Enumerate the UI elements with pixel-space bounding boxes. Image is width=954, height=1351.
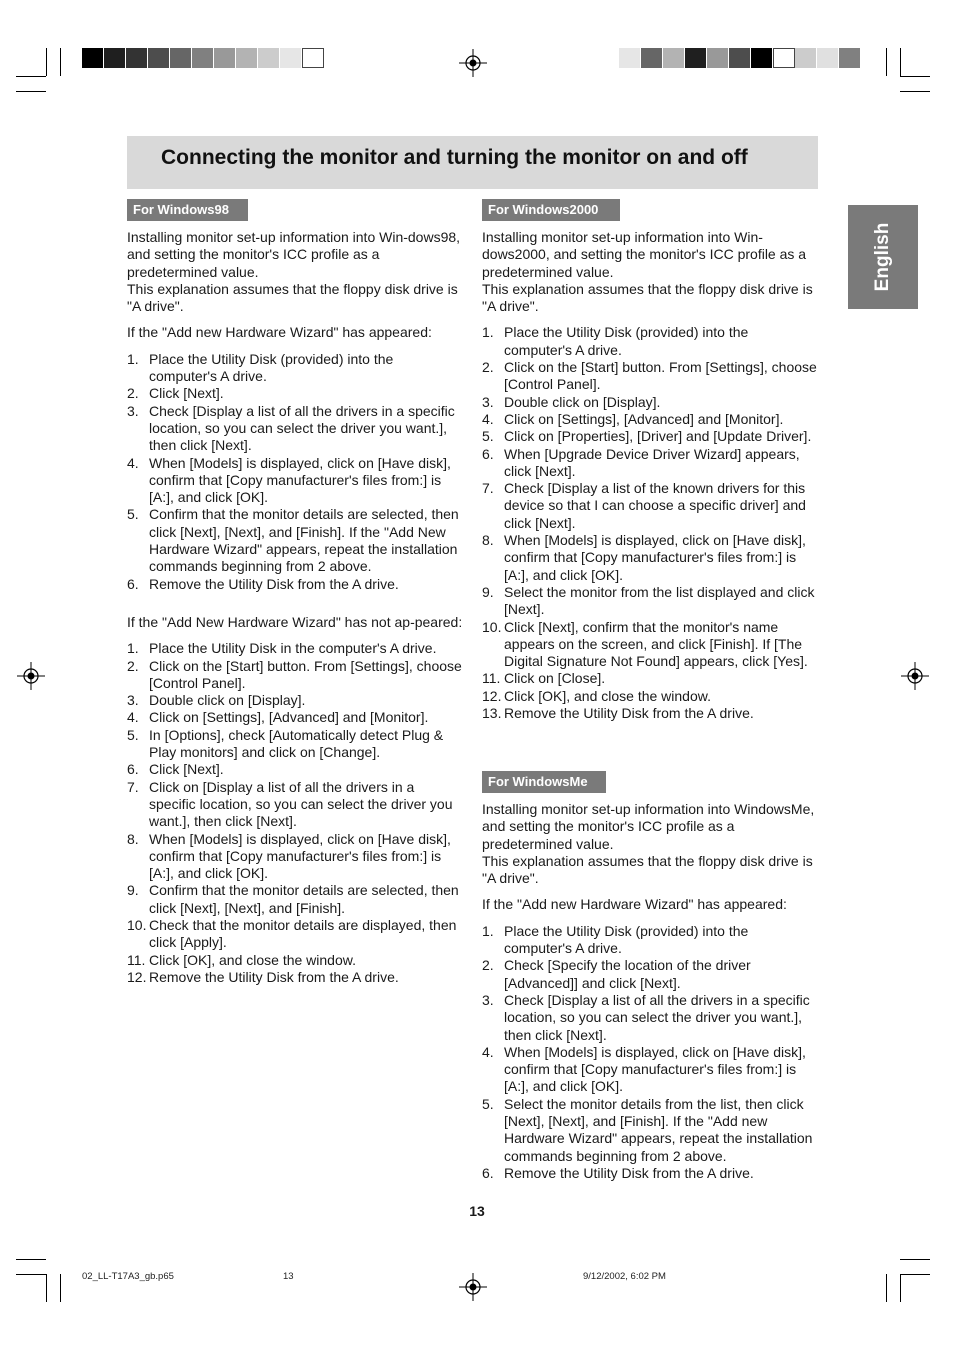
list-item: [127, 709, 463, 726]
list-item: [127, 882, 463, 917]
registration-mark-icon: [459, 1273, 487, 1301]
step-number: 13.: [482, 705, 502, 722]
footer-date: 9/12/2002, 6:02 PM: [583, 1271, 666, 1282]
crop-mark: [900, 1274, 930, 1275]
step-text: Check that the monitor details are displayed, then click [Apply].: [149, 916, 457, 951]
windows98-case1-heading: If the "Add new Hardware Wizard" has appeared:: [127, 324, 432, 341]
step-number: 1.: [482, 922, 494, 939]
color-swatch: [192, 48, 214, 68]
windowsme-case1-heading: If the "Add new Hardware Wizard" has appeared:: [482, 896, 787, 913]
windows98-steps-wizard-not-appeared: [127, 640, 463, 986]
crop-mark: [900, 48, 901, 76]
list-item: [482, 532, 818, 584]
list-item: [127, 969, 463, 986]
list-item: [482, 1044, 818, 1096]
step-number: 3.: [482, 393, 494, 410]
step-text: When [Models] is displayed, click on [Have disk], confirm that [Copy manufacturer's files from:] is [A:], and click [OK].: [149, 830, 451, 882]
color-swatch: [148, 48, 170, 68]
step-number: 6.: [482, 445, 494, 462]
step-number: 9.: [482, 583, 494, 600]
registration-mark-icon: [901, 662, 929, 690]
list-item: [127, 351, 463, 386]
step-text: Click [Next], confirm that the monitor's name appears on the screen, and click [Finish]. If [The Digital Signature Not Found] appears, click [Yes].: [504, 618, 808, 670]
step-number: 2.: [127, 657, 139, 674]
step-number: 5.: [482, 428, 494, 445]
step-text: Remove the Utility Disk from the A drive.: [504, 1164, 754, 1181]
step-text: Check [Specify the location of the driver [Advanced]] and click [Next].: [504, 957, 751, 991]
step-text: Click on [Settings], [Advanced] and [Monitor].: [149, 709, 429, 726]
step-text: Click [OK], and close the window.: [504, 687, 711, 704]
step-number: 12.: [127, 968, 147, 985]
page-number: 13: [469, 1203, 485, 1219]
list-item: [482, 428, 818, 445]
registration-mark-icon: [459, 49, 487, 77]
step-text: Click on the [Start] button. From [Settings], choose [Control Panel].: [504, 359, 817, 393]
step-text: Click [OK], and close the window.: [149, 951, 356, 968]
step-number: 10.: [127, 916, 147, 933]
list-item: [482, 670, 818, 687]
step-text: Click [Next].: [149, 385, 224, 402]
step-number: 2.: [482, 359, 494, 376]
step-text: Select the monitor from the list displayed and click [Next].: [504, 583, 815, 618]
step-number: 3.: [127, 692, 139, 709]
step-number: 4.: [127, 709, 139, 726]
color-swatch: [236, 48, 258, 68]
step-text: Double click on [Display].: [504, 393, 661, 410]
color-swatch: [773, 48, 795, 68]
list-item: [127, 455, 463, 507]
language-tab-label: English: [872, 222, 893, 292]
step-text: Place the Utility Disk in the computer's A drive.: [149, 640, 437, 657]
step-number: 5.: [127, 506, 139, 523]
step-number: 4.: [482, 1043, 494, 1060]
crop-mark: [16, 1274, 46, 1275]
crop-mark: [900, 1274, 901, 1302]
windows98-intro: Installing monitor set-up information into Win-dows98, and setting the monitor's ICC profile as a predetermined value.: [127, 229, 461, 280]
crop-mark: [60, 1274, 61, 1302]
crop-mark: [900, 1259, 930, 1260]
crop-mark: [900, 91, 930, 92]
step-text: Confirm that the monitor details are selected, then click [Next], [Next], and [Finish].: [149, 882, 459, 916]
color-swatch: [751, 48, 773, 68]
crop-mark: [46, 48, 47, 76]
color-swatch: [170, 48, 192, 68]
list-item: [482, 446, 818, 481]
step-number: 4.: [482, 410, 494, 427]
color-swatch: [104, 48, 126, 68]
crop-mark: [16, 1259, 46, 1260]
footer-filename: 02_LL-T17A3_gb.p65: [82, 1271, 174, 1282]
color-calibration-strip-left: [82, 48, 324, 68]
step-number: 1.: [127, 350, 139, 367]
list-item: [127, 727, 463, 762]
list-item: [482, 584, 818, 619]
step-text: When [Upgrade Device Driver Wizard] appears, click [Next].: [504, 445, 800, 479]
list-item: [482, 705, 818, 722]
crop-mark: [886, 1274, 887, 1302]
list-item: [482, 411, 818, 428]
language-tab: [848, 205, 918, 309]
step-number: 5.: [127, 726, 139, 743]
step-number: 5.: [482, 1095, 494, 1112]
step-number: 3.: [127, 402, 139, 419]
list-item: [127, 761, 463, 778]
color-swatch: [258, 48, 280, 68]
color-swatch: [729, 48, 751, 68]
windows2000-intro-note: This explanation assumes that the floppy disk drive is "A drive".: [482, 280, 813, 315]
step-text: When [Models] is displayed, click on [Have disk], confirm that [Copy manufacturer's files from:] is [A:], and click [OK].: [149, 454, 451, 506]
step-text: Check [Display a list of the known drivers for this device so that I can choose a specific driver] and click [Next].: [504, 480, 806, 531]
windowsme-intro: Installing monitor set-up information into WindowsMe, and setting the monitor's ICC profile as a predetermined value.: [482, 801, 815, 852]
color-swatch: [795, 48, 817, 68]
windows98-section-label: For Windows98: [127, 199, 248, 221]
step-number: 6.: [127, 575, 139, 592]
list-item: [482, 359, 818, 394]
step-text: Place the Utility Disk (provided) into the computer's A drive.: [504, 324, 749, 358]
list-item: [127, 952, 463, 969]
list-item: [482, 1096, 818, 1165]
windows98-intro-note: This explanation assumes that the floppy disk drive is "A drive".: [127, 280, 458, 315]
windows2000-intro: Installing monitor set-up information into Win-dows2000, and setting the monitor's ICC profile as a predetermined value.: [482, 229, 807, 280]
step-text: Check [Display a list of all the drivers in a specific location, so you can select the driver you want.], then click [Next].: [504, 991, 810, 1043]
step-number: 2.: [127, 385, 139, 402]
step-number: 2.: [482, 957, 494, 974]
list-item: [127, 640, 463, 657]
footer-page: 13: [283, 1271, 294, 1282]
step-text: Check [Display a list of all the drivers in a specific location, so you can select the driver you want.], then click [Next].: [149, 402, 455, 454]
list-item: [127, 917, 463, 952]
crop-mark: [16, 76, 46, 77]
list-item: [127, 576, 463, 593]
windowsme-section-label: For WindowsMe: [482, 771, 606, 793]
page-title: Connecting the monitor and turning the monitor on and off: [161, 146, 748, 169]
step-text: Place the Utility Disk (provided) into the computer's A drive.: [149, 350, 394, 385]
color-swatch: [817, 48, 839, 68]
color-calibration-strip-right: [619, 48, 861, 68]
color-swatch: [663, 48, 685, 68]
step-text: Remove the Utility Disk from the A drive.: [504, 705, 754, 722]
step-number: 6.: [127, 761, 139, 778]
list-item: [127, 692, 463, 709]
list-item: [127, 658, 463, 693]
list-item: [482, 992, 818, 1044]
list-item: [482, 619, 818, 671]
color-swatch: [280, 48, 302, 68]
step-text: When [Models] is displayed, click on [Have disk], confirm that [Copy manufacturer's files from:] is [A:], and click [OK].: [504, 1043, 806, 1095]
color-swatch: [685, 48, 707, 68]
step-number: 8.: [482, 532, 494, 549]
step-number: 3.: [482, 991, 494, 1008]
step-text: Click [Next].: [149, 761, 224, 778]
crop-mark: [16, 91, 46, 92]
list-item: [127, 831, 463, 883]
windows2000-section-label: For Windows2000: [482, 199, 620, 221]
crop-mark: [46, 1274, 47, 1302]
color-swatch: [126, 48, 148, 68]
color-swatch: [619, 48, 641, 68]
step-number: 4.: [127, 454, 139, 471]
step-text: Remove the Utility Disk from the A drive.: [149, 575, 399, 592]
color-swatch: [641, 48, 663, 68]
list-item: [482, 957, 818, 992]
windows2000-steps: [482, 324, 818, 722]
list-item: [482, 480, 818, 532]
step-number: 1.: [482, 324, 494, 341]
step-number: 12.: [482, 687, 502, 704]
step-text: Select the monitor details from the list, then click [Next], [Next], and [Finish]. If the "Add new Hardware Wizard" appears, repeat the installation commands beginning from 2 above.: [504, 1095, 813, 1164]
crop-mark: [900, 76, 930, 77]
step-number: 7.: [127, 778, 139, 795]
step-number: 7.: [482, 480, 494, 497]
list-item: [482, 1165, 818, 1182]
step-number: 9.: [127, 882, 139, 899]
step-text: Click on [Display a list of all the drivers in a specific location, so you can select the driver you want.], then click [Next].: [149, 778, 453, 830]
windows2000-column: [482, 229, 818, 722]
list-item: [127, 506, 463, 575]
list-item: [482, 324, 818, 359]
step-text: Click on [Settings], [Advanced] and [Monitor].: [504, 410, 784, 427]
step-number: 1.: [127, 640, 139, 657]
title-bar: [127, 136, 818, 189]
registration-mark-icon: [17, 662, 45, 690]
color-swatch: [707, 48, 729, 68]
list-item: [482, 923, 818, 958]
step-number: 10.: [482, 618, 502, 635]
windows98-column: [127, 229, 463, 986]
crop-mark: [886, 48, 887, 76]
step-text: Remove the Utility Disk from the A drive.: [149, 968, 399, 985]
windows98-case2-heading: If the "Add New Hardware Wizard" has not ap-peared:: [127, 613, 463, 630]
color-swatch: [302, 48, 324, 68]
step-text: Click on [Properties], [Driver] and [Update Driver].: [504, 428, 812, 445]
step-number: 11.: [482, 670, 501, 687]
windowsme-intro-note: This explanation assumes that the floppy disk drive is "A drive".: [482, 852, 813, 887]
step-text: Double click on [Display].: [149, 692, 306, 709]
step-text: Click on [Close].: [504, 670, 606, 687]
list-item: [127, 403, 463, 455]
list-item: [482, 394, 818, 411]
list-item: [127, 385, 463, 402]
step-text: In [Options], check [Automatically detect Plug & Play monitors] and click on [Change].: [149, 726, 444, 761]
list-item: [127, 779, 463, 831]
step-text: Click on the [Start] button. From [Settings], choose [Control Panel].: [149, 657, 462, 691]
color-swatch: [214, 48, 236, 68]
windowsme-steps: [482, 923, 818, 1182]
step-text: Place the Utility Disk (provided) into the computer's A drive.: [504, 922, 749, 957]
step-number: 6.: [482, 1164, 494, 1181]
windows98-steps-wizard-appeared: [127, 351, 463, 593]
step-text: Confirm that the monitor details are selected, then click [Next], [Next], and [Finish]. If the "Add New Hardware Wizard" appears, repeat the installation commands beginning from 2 above.: [149, 506, 459, 575]
step-number: 8.: [127, 830, 139, 847]
step-text: When [Models] is displayed, click on [Have disk], confirm that [Copy manufacturer's files from:] is [A:], and click [OK].: [504, 532, 806, 583]
crop-mark: [60, 48, 61, 76]
color-swatch: [839, 48, 861, 68]
step-number: 11.: [127, 951, 146, 968]
list-item: [482, 688, 818, 705]
windowsme-column: [482, 801, 818, 1182]
color-swatch: [82, 48, 104, 68]
